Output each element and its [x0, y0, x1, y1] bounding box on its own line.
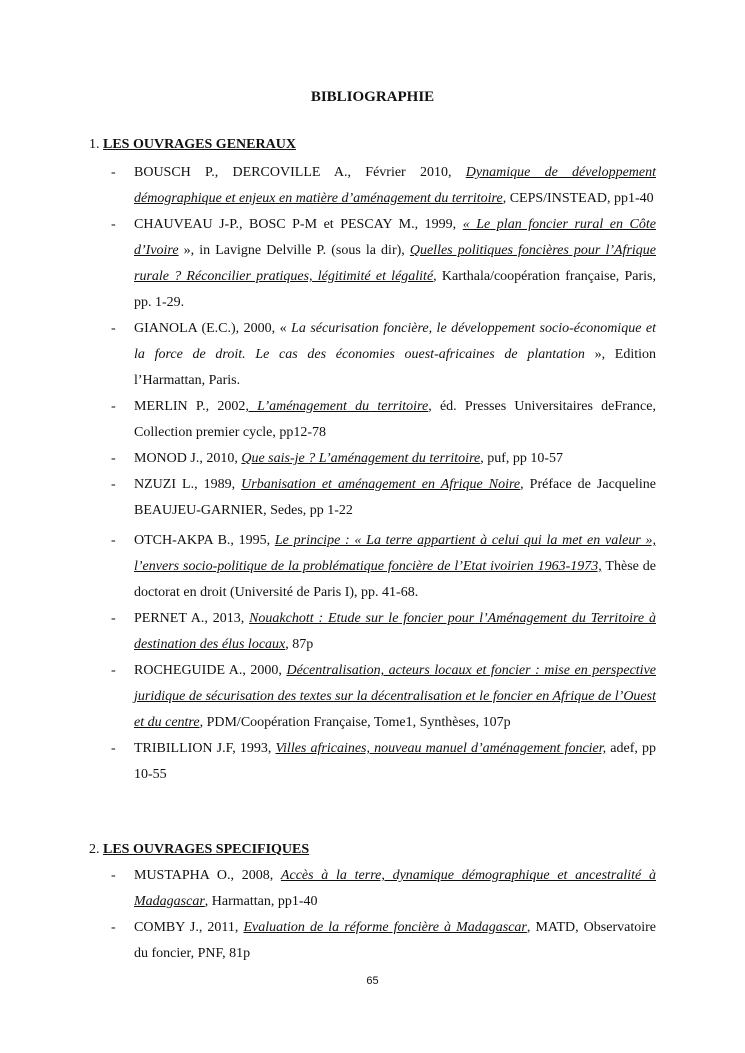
bib-entry-bousch: - BOUSCH P., DERCOVILLE A., Février 2010, Dynamique de développement démographique et enjeux en matière d’aménagement du territoire, CEPS/INSTEAD, pp1-40: [109, 160, 656, 212]
bibliography-list-general: [109, 160, 656, 788]
bib-entry-tribillion: - TRIBILLION J.F, 1993, Villes africaines, nouveau manuel d’aménagement foncier, adef, pp 10-55: [109, 736, 656, 788]
bullet-dash: -: [111, 217, 116, 232]
bullet-dash: -: [111, 868, 116, 883]
bibliography-list-specific: [109, 863, 656, 967]
bullet-dash: -: [111, 451, 116, 466]
bib-entry-otch-akpa: - OTCH-AKPA B., 1995, Le principe : « La terre appartient à celui qui la met en valeur », l’envers socio-politique de la problématique foncière de l’Etat ivoirien 1963-1973, Thèse de doctorat en droit (Université de Paris I), pp. 41-68.: [109, 528, 656, 606]
bullet-dash: -: [111, 741, 116, 756]
bullet-dash: -: [111, 477, 116, 492]
bullet-dash: -: [111, 533, 116, 548]
bullet-dash: -: [111, 165, 116, 180]
page-title: BIBLIOGRAPHIE: [310, 89, 435, 105]
bib-entry-rocheguide: - ROCHEGUIDE A., 2000, Décentralisation, acteurs locaux et foncier : mise en perspective juridique de sécurisation des textes sur la décentralisation et le foncier en Afrique de l’Ouest et du centre, PDM/Coopération Française, Tome1, Synthèses, 107p: [109, 658, 656, 736]
bib-entry-gianola: - GIANOLA (E.C.), 2000, « La sécurisation foncière, le développement socio-économique et la force de droit. Le cas des économies ouest-africaines de plantation », Edition l’Harmattan, Paris.: [109, 316, 656, 394]
bullet-dash: -: [111, 399, 116, 414]
bullet-dash: -: [111, 321, 116, 336]
bib-entry-chauveau: - CHAUVEAU J-P., BOSC P-M et PESCAY M., 1999, « Le plan foncier rural en Côte d’Ivoire », in Lavigne Delville P. (sous la dir), Quelles politiques foncières pour l’Afrique rurale ? Réconcilier pratiques, légitimité et légalité, Karthala/coopération française, Paris, pp. 1-29.: [109, 212, 656, 316]
bib-entry-nzuzi: - NZUZI L., 1989, Urbanisation et aménagement en Afrique Noire, Préface de Jacqueline BEAUJEU-GARNIER, Sedes, pp 1-22: [109, 472, 656, 524]
bullet-dash: -: [111, 920, 116, 935]
bib-entry-comby: - COMBY J., 2011, Evaluation de la réforme foncière à Madagascar, MATD, Observatoire du foncier, PNF, 81p: [109, 915, 656, 967]
bullet-dash: -: [111, 663, 116, 678]
page-number: 65: [366, 975, 379, 987]
bib-entry-mustapha: - MUSTAPHA O., 2008, Accès à la terre, dynamique démographique et ancestralité à Madagascar, Harmattan, pp1-40: [109, 863, 656, 915]
section-heading-general: 1. LES OUVRAGES GENERAUX: [89, 137, 296, 152]
bib-entry-monod: - MONOD J., 2010, Que sais-je ? L’aménagement du territoire, puf, pp 10-57: [109, 446, 656, 472]
section-heading-specific: 2. LES OUVRAGES SPECIFIQUES: [89, 842, 310, 857]
bib-entry-pernet: - PERNET A., 2013, Nouakchott : Etude sur le foncier pour l’Aménagement du Territoire à destination des élus locaux, 87p: [109, 606, 656, 658]
bib-entry-merlin: - MERLIN P., 2002, L’aménagement du territoire, éd. Presses Universitaires deFrance, Collection premier cycle, pp12-78: [109, 394, 656, 446]
bullet-dash: -: [111, 611, 116, 626]
